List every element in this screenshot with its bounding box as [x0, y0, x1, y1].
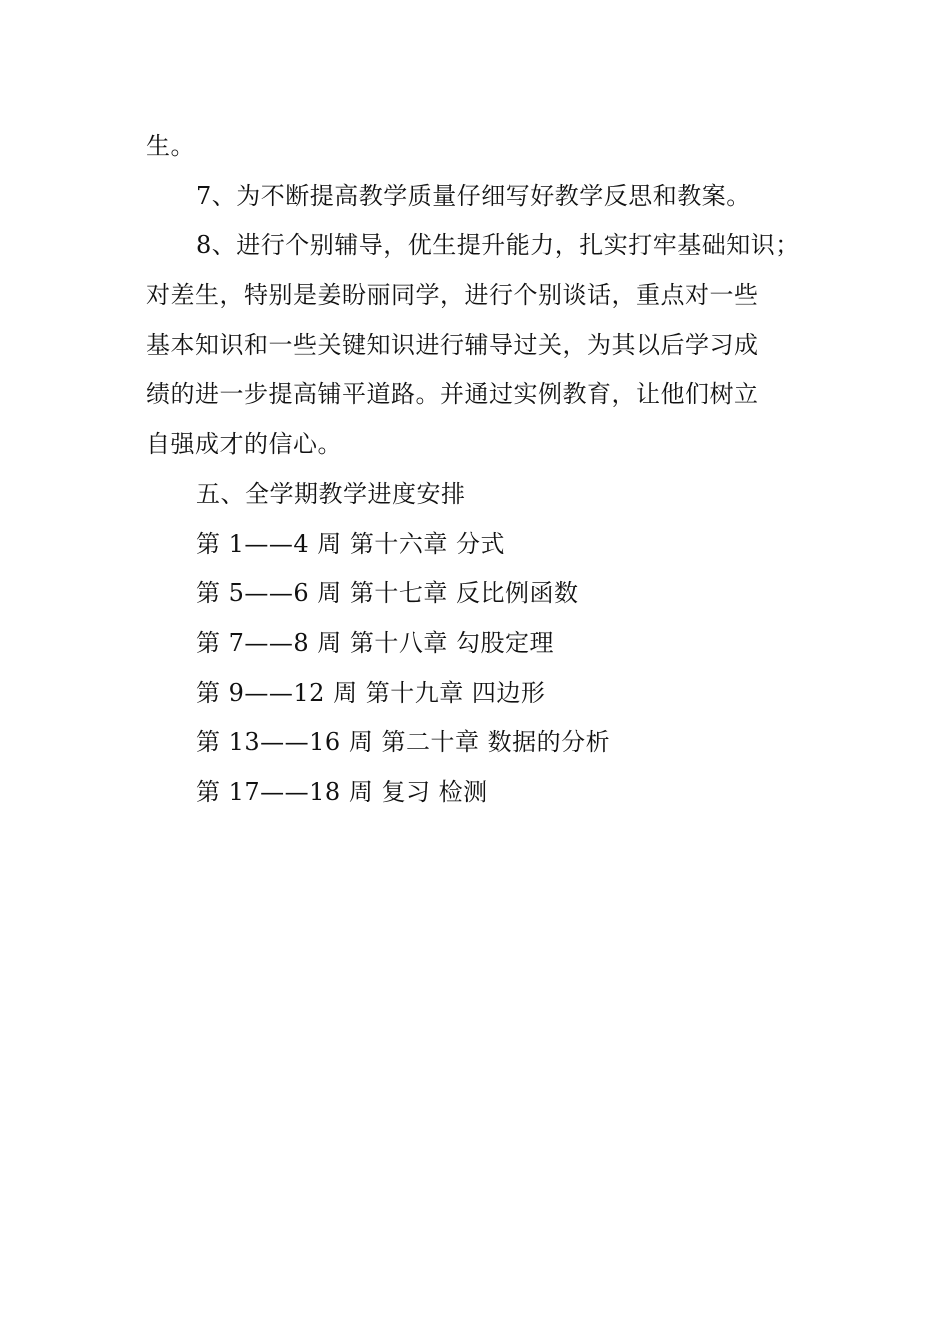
schedule-item: 第 17——18 周 复习 检测	[196, 777, 488, 806]
section-heading: 五、全学期教学进度安排	[196, 479, 466, 508]
paragraph-item-8: 8、进行个别辅导，优生提升能力，扎实打牢基础知识；	[196, 231, 800, 260]
schedule-item: 第 13——16 周 第二十章 数据的分析	[196, 728, 611, 757]
paragraph-item-8-line-4: 绩的进一步提高铺平道路。并通过实例教育，让他们树立	[146, 380, 759, 409]
schedule-item: 第 7——8 周 第十八章 勾股定理	[196, 628, 555, 657]
paragraph-continuation: 生。	[146, 132, 195, 160]
schedule-item: 第 5——6 周 第十七章 反比例函数	[196, 579, 579, 608]
paragraph-item-8-line-3: 基本知识和一些关键知识进行辅导过关，为其以后学习成	[146, 330, 759, 359]
schedule-item: 第 9——12 周 第十九章 四边形	[196, 678, 546, 707]
paragraph-item-8-line-2: 对差生，特别是姜盼丽同学，进行个别谈话，重点对一些	[146, 281, 759, 310]
paragraph-item-7: 7、为不断提高教学质量仔细写好教学反思和教案。	[196, 181, 751, 210]
schedule-item: 第 1——4 周 第十六章 分式	[196, 529, 506, 558]
document-body	[146, 122, 826, 818]
paragraph-item-8-line-5: 自强成才的信心。	[146, 430, 342, 459]
